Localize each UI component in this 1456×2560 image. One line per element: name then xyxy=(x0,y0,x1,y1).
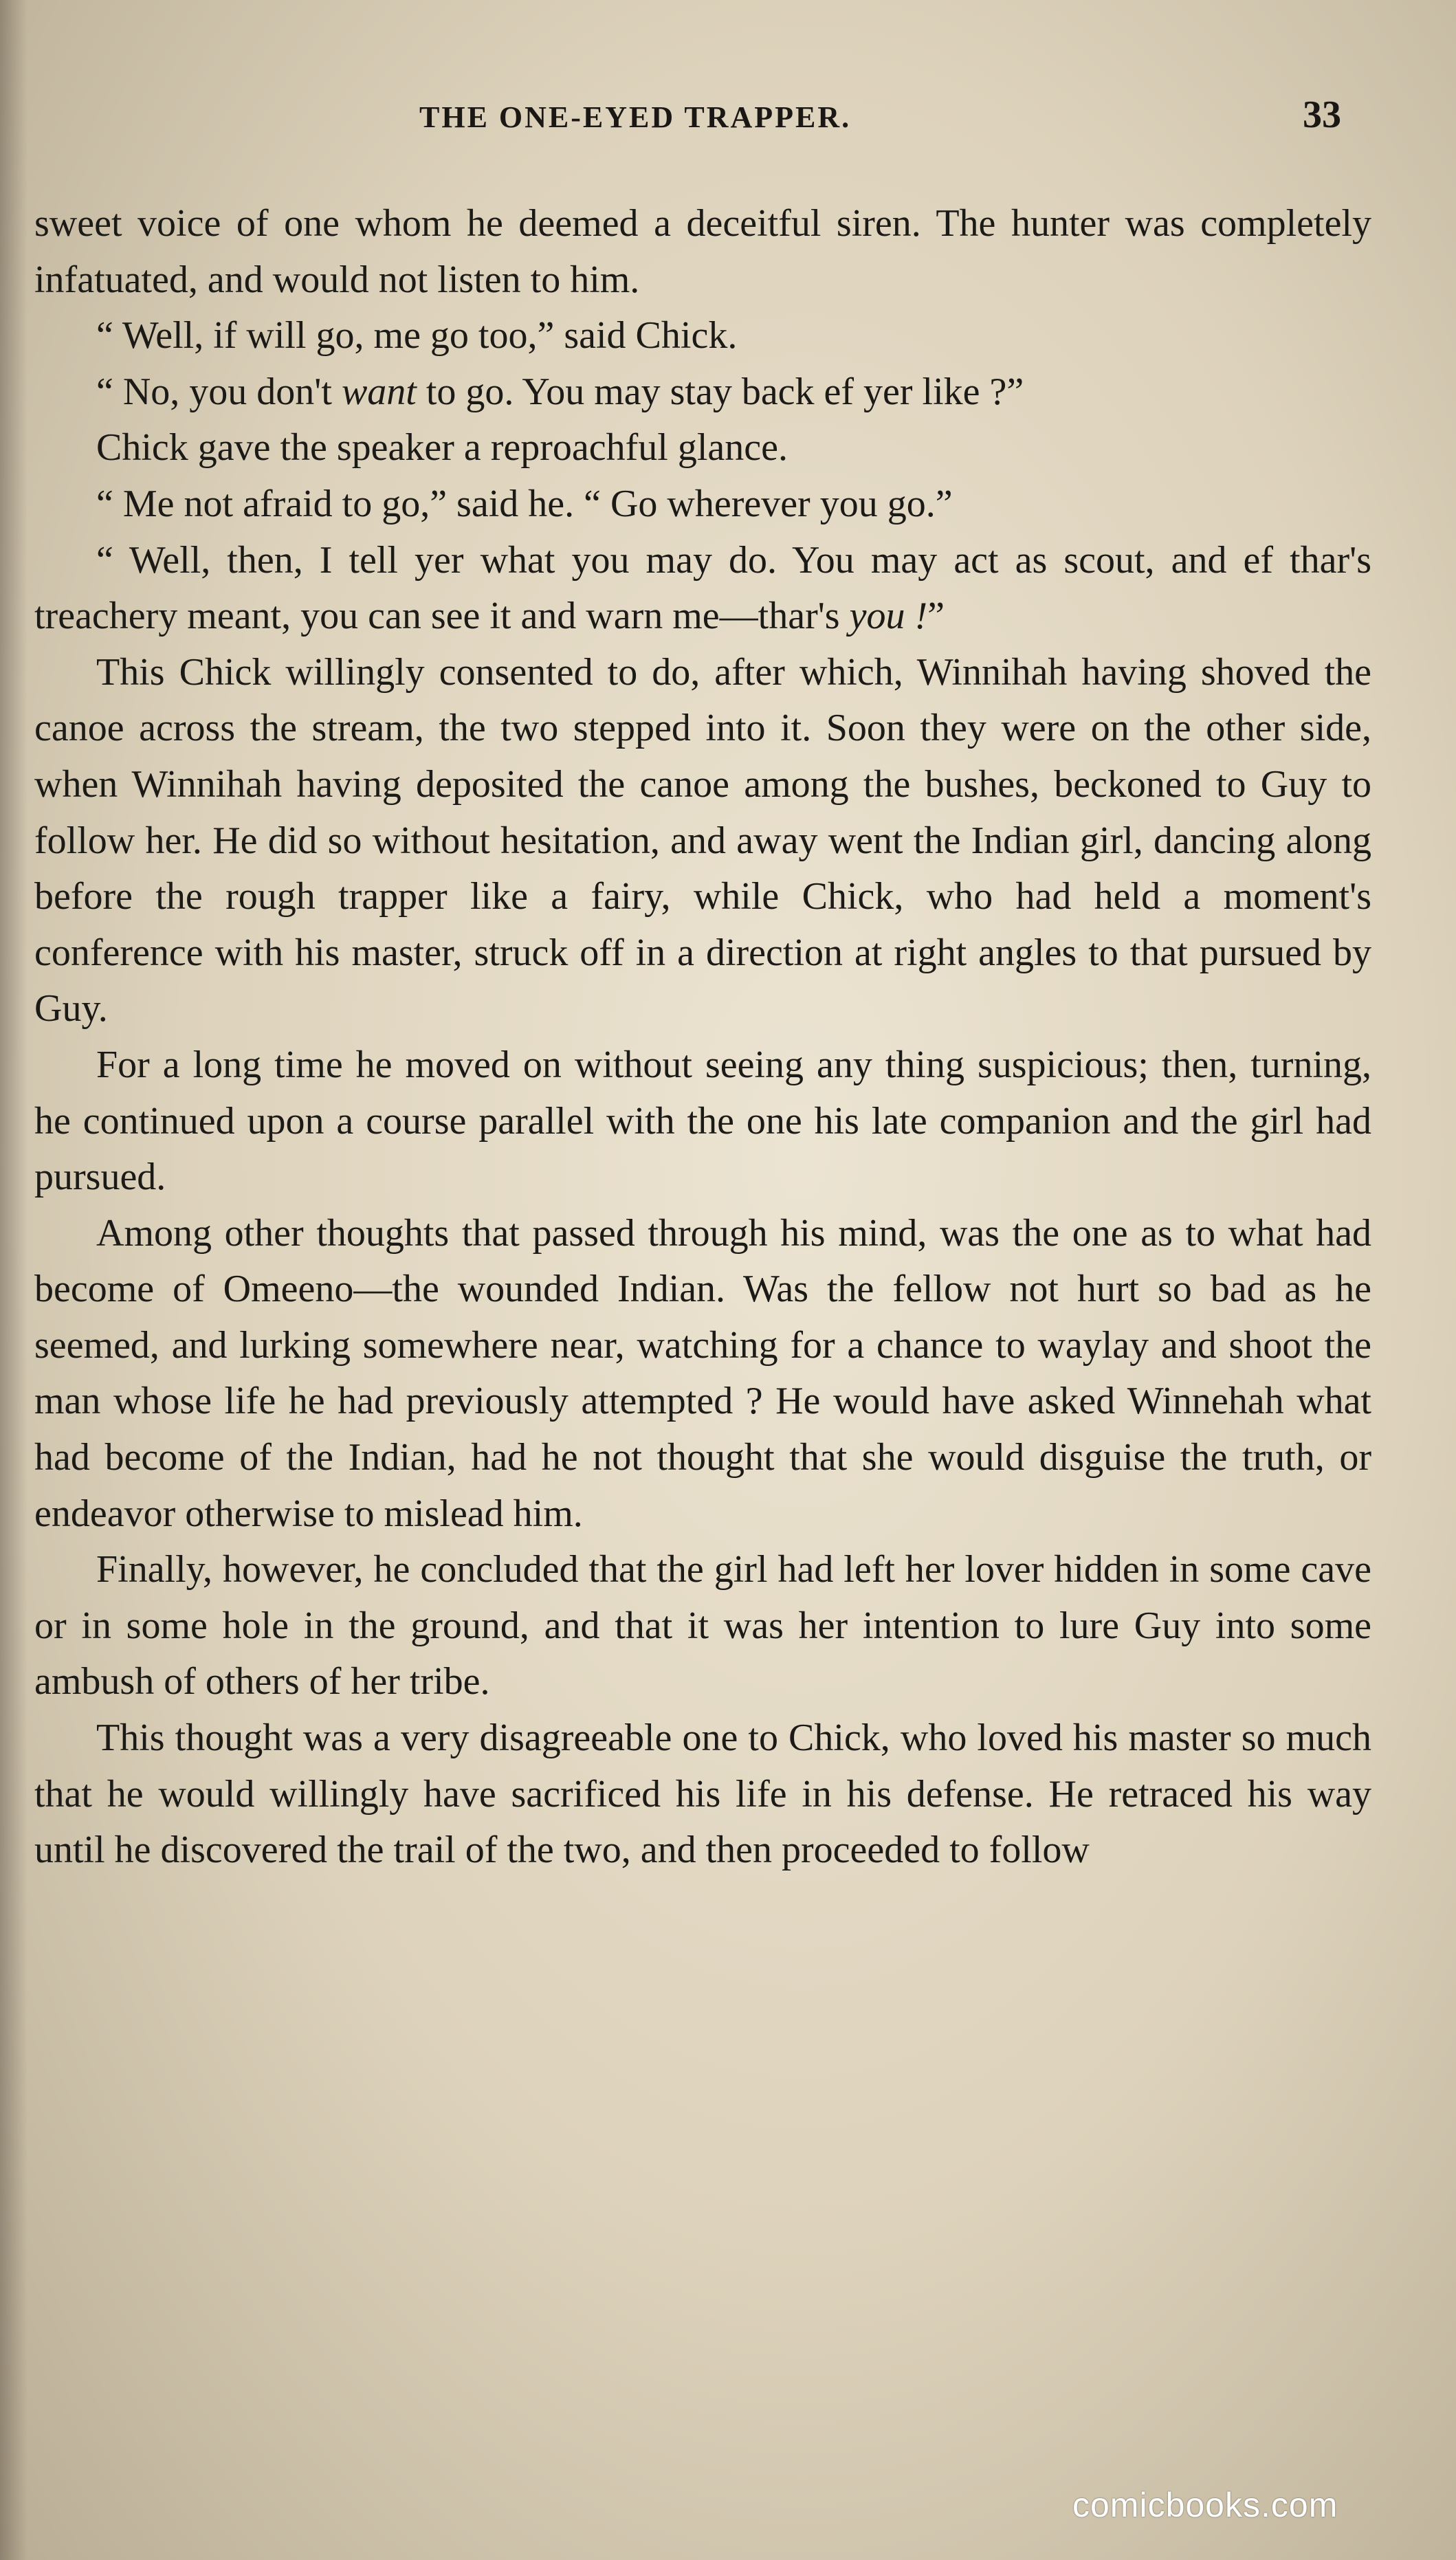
paragraph-9: Among other thoughts that passed through his mind, was the one as to what had become of Omeeno—the wounded Indian. Was the fellow not hurt so bad as he seemed, and lurking somewhere near, watching for a chance to waylay and shoot the man whose life he had previously attempted ? He would have asked Winnehah what had become of the Indian, had he not thought that she would disguise the truth, or endeavor otherwise to mislead him. xyxy=(34,1211,1371,1535)
paragraph-1: sweet voice of one whom he deemed a deceitful siren. The hunter was completely infatuated, and would not listen to him. xyxy=(34,202,1371,301)
paragraph-2: “ Well, if will go, me go too,” said Chick. xyxy=(96,314,738,357)
paragraph-6: “ Well, then, I tell yer what you may do. You may act as scout, and ef thar's treachery meant, you can see it and warn me—thar's you !” xyxy=(34,538,1371,638)
emphasis-want: want xyxy=(341,370,417,413)
paragraph-7: This Chick willingly consented to do, after which, Winnihah having shoved the canoe across the stream, the two stepped into it. Soon they were on the other side, when Winnihah having deposited the canoe among the bushes, beckoned to Guy to follow her. He did so without hesitation, and away went the Indian girl, dancing along before the rough trapper like a fairy, while Chick, who had held a moment's conference with his master, struck off in a direction at right angles to that pursued by Guy. xyxy=(34,650,1371,1030)
paragraph-10: Finally, however, he concluded that the girl had left her lover hidden in some cave or in some hole in the ground, and that it was her intention to lure Guy into some ambush of others of her tribe. xyxy=(34,1548,1371,1703)
page-number: 33 xyxy=(1303,93,1341,136)
page-header xyxy=(0,93,1456,141)
watermark: comicbooks.com xyxy=(1072,2486,1338,2524)
body-text xyxy=(34,196,1371,1879)
emphasis-you: you ! xyxy=(849,595,928,638)
paragraph-4: Chick gave the speaker a reproachful glance. xyxy=(96,426,788,470)
paragraph-5: “ Me not afraid to go,” said he. “ Go wherever you go.” xyxy=(96,482,953,525)
paragraph-8: For a long time he moved on without seeing any thing suspicious; then, turning, he continued upon a course parallel with the one his late companion and the girl had pursued. xyxy=(34,1043,1371,1199)
running-title: THE ONE-EYED TRAPPER. xyxy=(419,100,852,134)
page-edge-shadow xyxy=(0,0,27,2560)
paragraph-11: This thought was a very disagreeable one to Chick, who loved his master so much that he would willingly have sacrificed his life in his defense. He retraced his way until he discovered the trail of the two, and then proceeded to follow xyxy=(34,1717,1371,1872)
paragraph-3: “ No, you don't want to go. You may stay back ef yer like ?” xyxy=(96,370,1024,413)
